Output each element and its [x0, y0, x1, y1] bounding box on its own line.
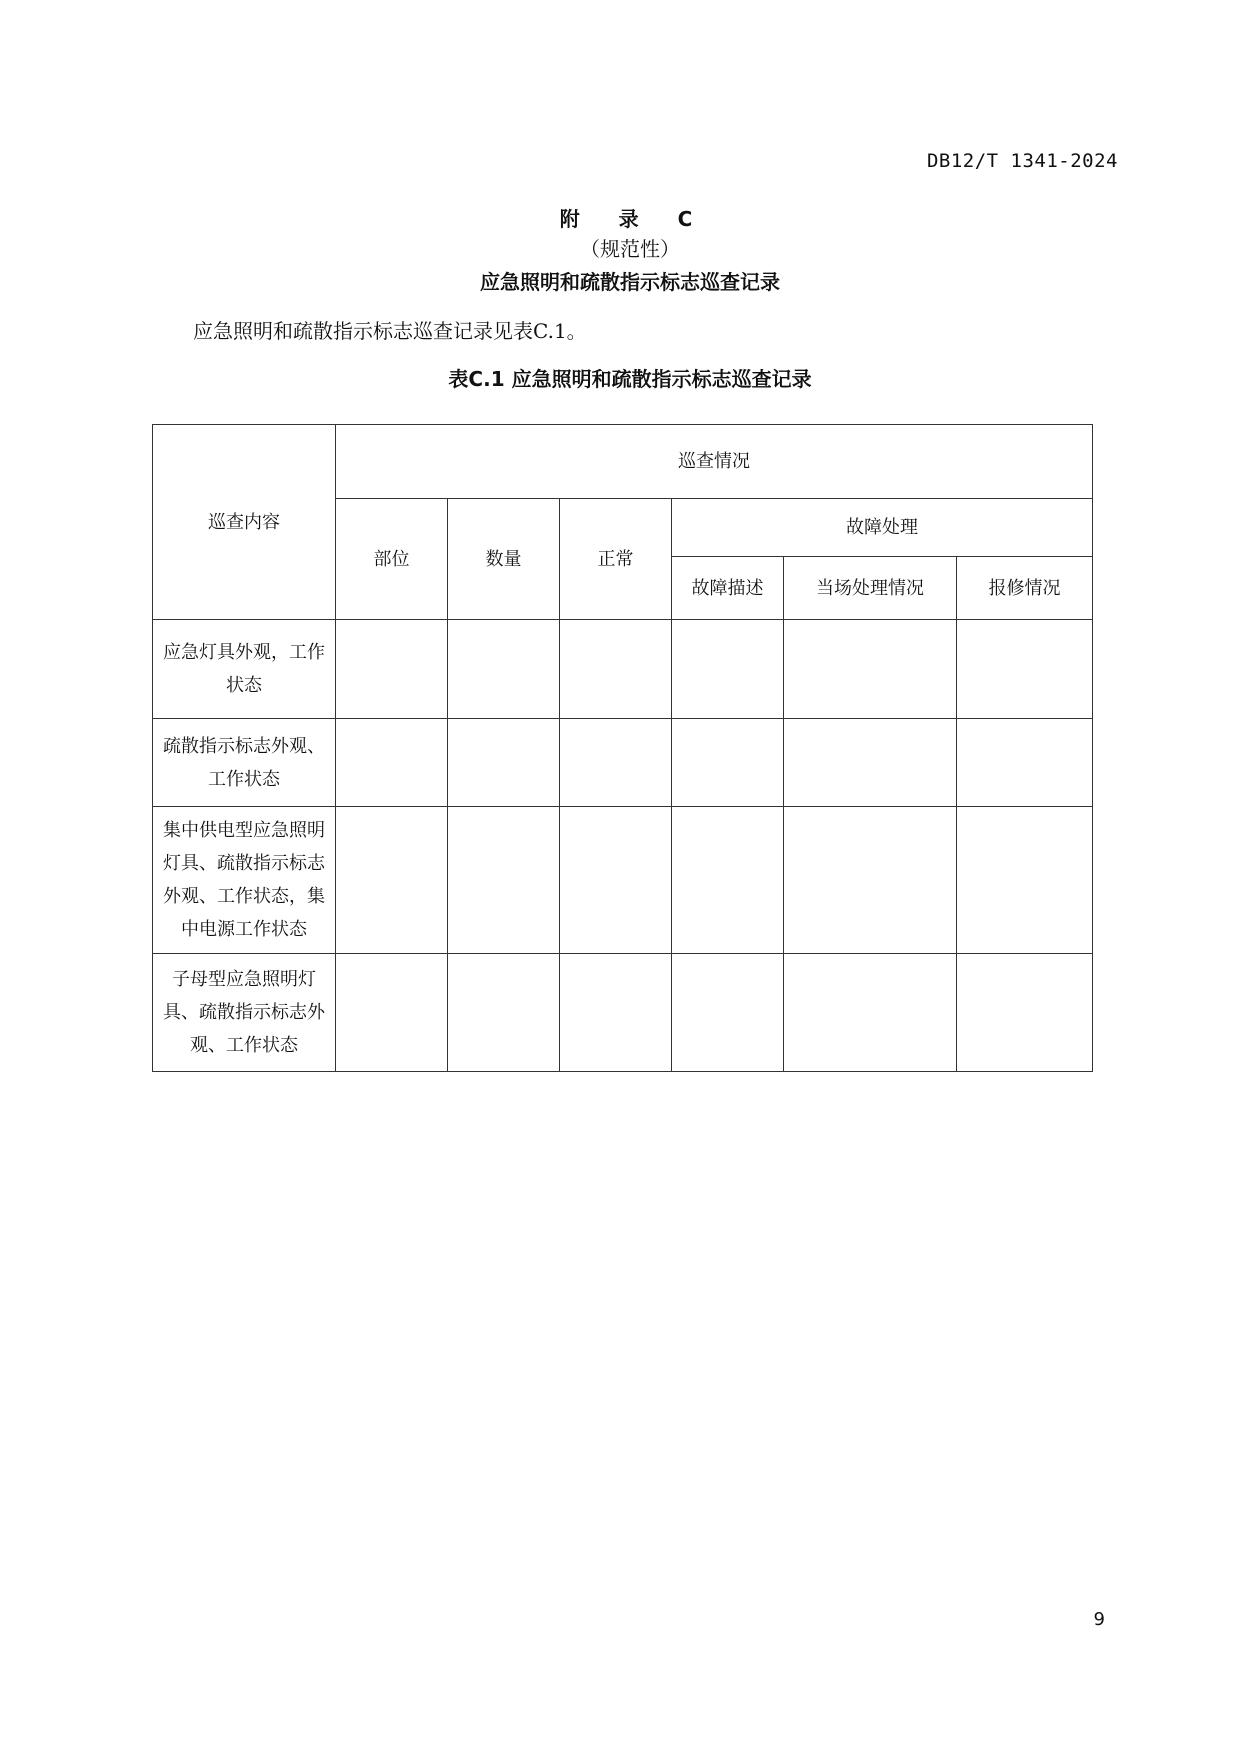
cell-normal[interactable]: [560, 807, 672, 954]
table-row: [153, 954, 1093, 1072]
header-quantity: 数量: [448, 499, 560, 620]
header-repair-report: 报修情况: [957, 557, 1093, 620]
cell-repair-report[interactable]: [957, 620, 1093, 719]
cell-repair-report[interactable]: [957, 807, 1093, 954]
cell-normal[interactable]: [560, 954, 672, 1072]
table-row: [153, 719, 1093, 807]
cell-normal[interactable]: [560, 620, 672, 719]
header-location: 部位: [336, 499, 448, 620]
cell-repair-report[interactable]: [957, 719, 1093, 807]
header-row-1: [153, 425, 1093, 499]
row-content: 疏散指示标志外观、工作状态: [153, 719, 336, 807]
cell-location[interactable]: [336, 807, 448, 954]
row-content: 子母型应急照明灯具、疏散指示标志外观、工作状态: [153, 954, 336, 1072]
header-situation: 巡查情况: [336, 425, 1093, 499]
appendix-heading: 应急照明和疏散指示标志巡查记录: [480, 270, 780, 294]
cell-quantity[interactable]: [448, 954, 560, 1072]
cell-location[interactable]: [336, 719, 448, 807]
cell-fault-description[interactable]: [672, 954, 784, 1072]
inspection-record-table: [152, 424, 1093, 1072]
table-row: [153, 807, 1093, 954]
header-content: 巡查内容: [153, 425, 336, 620]
cell-repair-report[interactable]: [957, 954, 1093, 1072]
header-fault-handling: 故障处理: [672, 499, 1093, 557]
cell-fault-description[interactable]: [672, 719, 784, 807]
cell-quantity[interactable]: [448, 620, 560, 719]
row-content: 应急灯具外观，工作状态: [153, 620, 336, 719]
document-code: DB12/T 1341-2024: [926, 150, 1118, 172]
cell-onsite-handling[interactable]: [784, 807, 957, 954]
cell-fault-description[interactable]: [672, 620, 784, 719]
cell-location[interactable]: [336, 954, 448, 1072]
table-row: [153, 620, 1093, 719]
appendix-normative-label: （规范性）: [580, 237, 680, 261]
header-onsite-handling: 当场处理情况: [784, 557, 957, 620]
cell-quantity[interactable]: [448, 807, 560, 954]
intro-paragraph: 应急照明和疏散指示标志巡查记录见表C.1。: [193, 319, 587, 343]
page-number: 9: [1093, 1609, 1105, 1630]
appendix-title: 附 录 C: [559, 207, 709, 231]
cell-onsite-handling[interactable]: [784, 719, 957, 807]
table-caption: 表C.1 应急照明和疏散指示标志巡查记录: [448, 367, 812, 391]
cell-normal[interactable]: [560, 719, 672, 807]
cell-fault-description[interactable]: [672, 807, 784, 954]
cell-onsite-handling[interactable]: [784, 954, 957, 1072]
cell-quantity[interactable]: [448, 719, 560, 807]
header-fault-description: 故障描述: [672, 557, 784, 620]
header-normal: 正常: [560, 499, 672, 620]
cell-location[interactable]: [336, 620, 448, 719]
row-content: 集中供电型应急照明灯具、疏散指示标志外观、工作状态，集中电源工作状态: [153, 807, 336, 954]
cell-onsite-handling[interactable]: [784, 620, 957, 719]
